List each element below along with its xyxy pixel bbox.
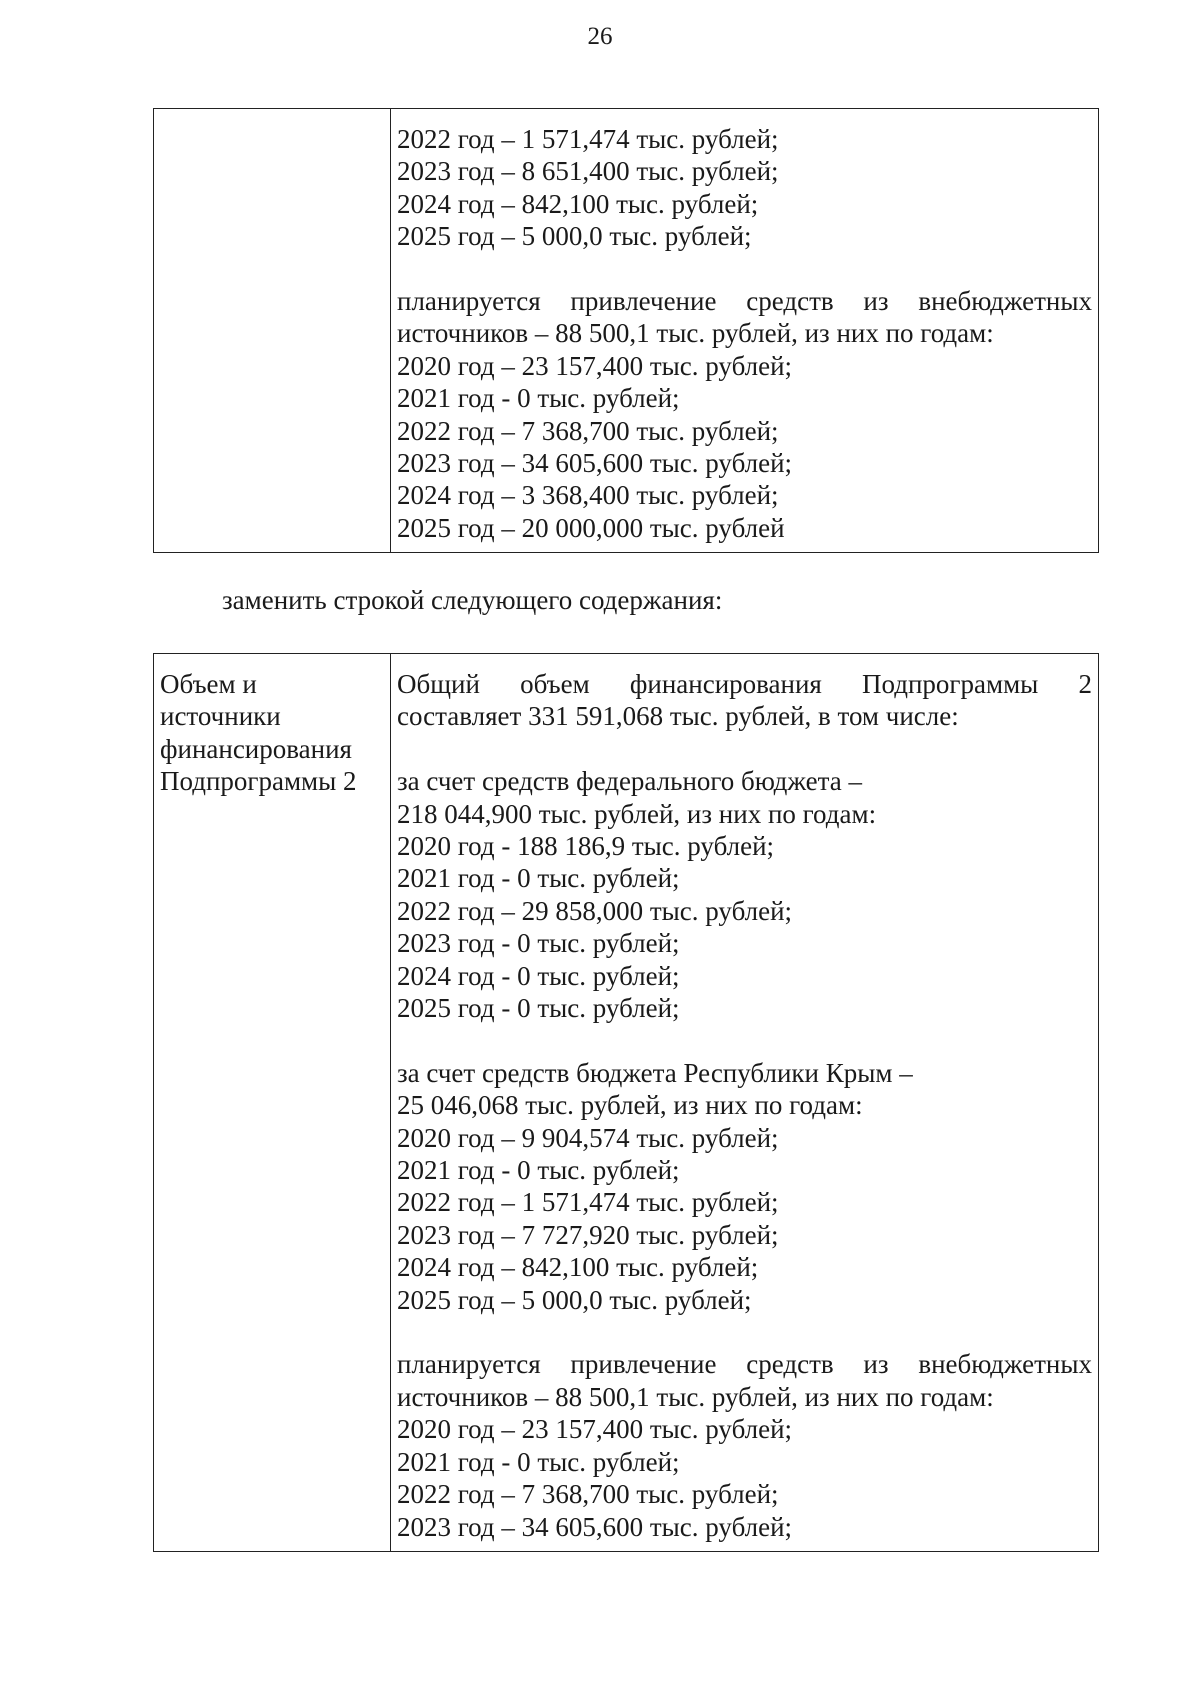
text-line: 2022 год – 7 368,700 тыс. рублей;	[397, 415, 779, 446]
table-cell-label-empty	[154, 109, 391, 553]
text-line: 2022 год – 1 571,474 тыс. рублей;	[397, 1187, 779, 1218]
table-row	[154, 109, 1099, 553]
text-line: составляет 331 591,068 тыс. рублей, в том числе:	[397, 701, 959, 732]
text-line: Общий объем финансирования Подпрограммы 2	[397, 669, 1092, 699]
text-line: 2024 год – 842,100 тыс. рублей;	[397, 188, 759, 219]
text-line: 2023 год – 34 605,600 тыс. рублей;	[397, 1511, 793, 1542]
financing-table-continued	[153, 108, 1099, 553]
text-line: за счет средств бюджета Республики Крым –	[397, 1057, 913, 1088]
text-line: 2024 год – 3 368,400 тыс. рублей;	[397, 480, 779, 511]
instruction-text: заменить строкой следующего содержания:	[222, 585, 723, 615]
text-line: источников – 88 500,1 тыс. рублей, из них по годам:	[397, 1381, 994, 1412]
text-line: 2025 год – 20 000,000 тыс. рублей	[397, 512, 785, 543]
text-line: 218 044,900 тыс. рублей, из них по годам:	[397, 798, 877, 829]
text-line: 2023 год – 8 651,400 тыс. рублей;	[397, 156, 779, 187]
text-line: 2025 год – 5 000,0 тыс. рублей;	[397, 221, 752, 252]
text-line: 2023 год - 0 тыс. рублей;	[397, 928, 680, 959]
text-line: 2020 год – 9 904,574 тыс. рублей;	[397, 1122, 779, 1153]
text-line: 2025 год - 0 тыс. рублей;	[397, 993, 680, 1024]
table-cell-financing-details	[391, 109, 1099, 553]
text-line: 2021 год - 0 тыс. рублей;	[397, 1155, 680, 1186]
table-row	[154, 654, 1099, 1552]
text-line: 2021 год - 0 тыс. рублей;	[397, 383, 680, 414]
text-line: 2024 год – 842,100 тыс. рублей;	[397, 1252, 759, 1283]
label-line: Подпрограммы 2	[160, 766, 357, 797]
text-line: 2025 год – 5 000,0 тыс. рублей;	[397, 1284, 752, 1315]
label-line: источники	[160, 701, 281, 732]
text-line: 2024 год - 0 тыс. рублей;	[397, 960, 680, 991]
label-line: финансирования	[160, 733, 352, 764]
text-line: 2020 год - 188 186,9 тыс. рублей;	[397, 831, 775, 862]
text-line: планируется привлечение средств из внебюджетных	[397, 1349, 1092, 1380]
text-line: 2022 год – 1 571,474 тыс. рублей;	[397, 124, 779, 154]
label-line: Объем и	[160, 669, 257, 699]
text-line: 2023 год – 7 727,920 тыс. рублей;	[397, 1219, 779, 1250]
text-line: 2023 год – 34 605,600 тыс. рублей;	[397, 448, 793, 479]
text-line: 2021 год - 0 тыс. рублей;	[397, 1446, 680, 1477]
text-line: источников – 88 500,1 тыс. рублей, из них по годам:	[397, 318, 994, 349]
text-line: планируется привлечение средств из внебюджетных	[397, 286, 1092, 317]
text-line: 2020 год – 23 157,400 тыс. рублей;	[397, 1414, 793, 1445]
table-cell-financing-details	[391, 654, 1099, 1552]
financing-table-replacement	[153, 653, 1099, 1552]
text-line: 2022 год – 7 368,700 тыс. рублей;	[397, 1479, 779, 1510]
text-line: 25 046,068 тыс. рублей, из них по годам:	[397, 1090, 863, 1121]
text-line: за счет средств федерального бюджета –	[397, 766, 862, 797]
table-cell-label	[154, 654, 391, 1552]
page-number: 26	[587, 23, 613, 50]
text-line: 2020 год – 23 157,400 тыс. рублей;	[397, 350, 793, 381]
text-line: 2022 год – 29 858,000 тыс. рублей;	[397, 895, 793, 926]
text-line: 2021 год - 0 тыс. рублей;	[397, 863, 680, 894]
